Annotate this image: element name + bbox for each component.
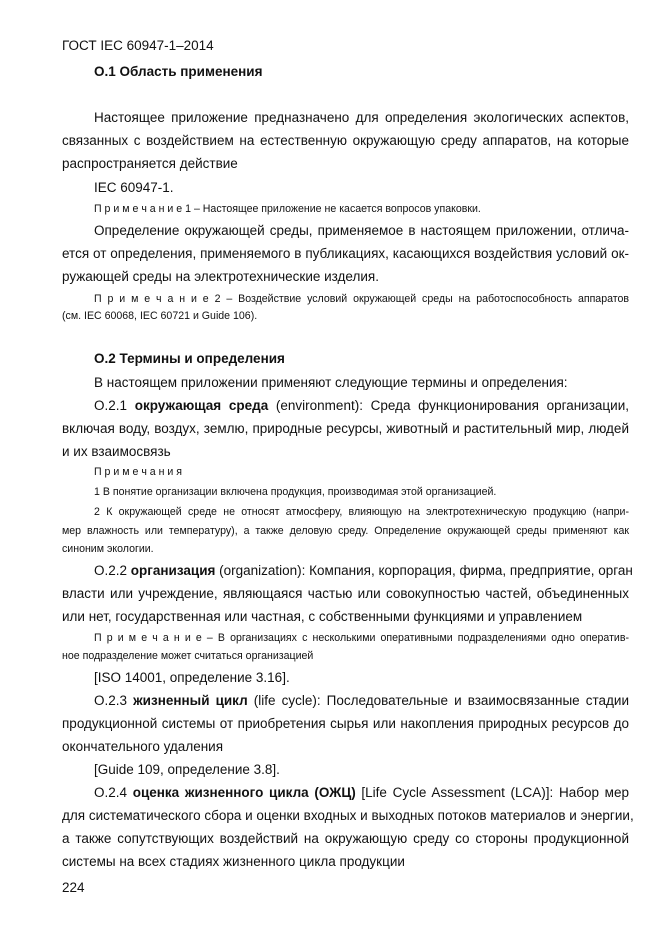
paragraph-line: а также сопутствующих воздействий на окружающую среду со стороны продукционной (62, 831, 629, 846)
paragraph-line: ется от определения, применяемого в публикациях, касающихся воздействия условий ок- (62, 246, 629, 261)
term-definition: (life cycle): Последовательные и взаимосвязанные стадии (247, 693, 629, 708)
note-line: 2 К окружающей среде не относят атмосферу, влияющую на электротехническую продукцию (напри- (94, 506, 629, 518)
intro-text: В настоящем приложении применяют следующие термины и определения: (94, 375, 568, 390)
term-o22 (94, 563, 633, 578)
paragraph-line: включая воду, воздух, землю, природные ресурсы, животный и растительный мир, людей (62, 421, 629, 436)
note-3-line: П р и м е ч а н и е – В организациях с несколькими оперативными подразделениями одно оператив- (94, 632, 629, 644)
note-1 (94, 203, 481, 215)
paragraph-line: системы на всех стадиях жизненного цикла продукции (62, 854, 405, 869)
reference: [ISO 14001, определение 3.16]. (94, 670, 290, 685)
term-number: О.2.1 (94, 398, 135, 413)
paragraph-line: ружающей среды на электротехнические изделия. (62, 269, 379, 284)
note-line: 1 В понятие организации включена продукция, производимая этой организацией. (94, 486, 497, 498)
note-label: П р и м е ч а н и е 1 (94, 203, 191, 215)
paragraph-line: IEC 60947-1. (94, 180, 174, 195)
paragraph-line: для систематического сбора и оценки входных и выходных потоков материалов и энергии, (62, 808, 634, 823)
note-line: синоним экологии. (62, 543, 154, 555)
notes-label: П р и м е ч а н и я (94, 466, 183, 478)
term-name: окружающая среда (134, 398, 269, 413)
paragraph-line: или нет, государственная или частная, с собственными функциями и управлением (62, 609, 583, 624)
paragraph-line: Определение окружающей среды, применяемое в настоящем приложении, отлича- (94, 223, 629, 238)
term-definition: (organization): Компания, корпорация, фирма, предприятие, орган (215, 563, 633, 578)
term-number: О.2.2 (94, 563, 131, 578)
paragraph-line: Настоящее приложение предназначено для определения экологических аспектов, (94, 110, 629, 125)
term-definition: (environment): Среда функционирования организации, (268, 398, 629, 413)
term-definition: [Life Cycle Assessment (LCA)]: Набор мер (355, 785, 629, 800)
term-o24 (94, 785, 629, 800)
term-number: О.2.4 (94, 785, 133, 800)
document-header: ГОСТ IEC 60947-1–2014 (62, 38, 214, 53)
paragraph-line: связанных с воздействием на естественную окружающую среду аппаратов, на которые (62, 133, 629, 148)
term-number: О.2.3 (94, 693, 134, 708)
paragraph-line: распространяется действие (62, 156, 238, 171)
paragraph-line: и их взаимосвязь (62, 444, 171, 459)
note-text: – Настоящее приложение не касается вопросов упаковки. (191, 203, 481, 215)
section-title-o1: О.1 Область применения (94, 64, 263, 79)
paragraph-line: власти или учреждение, являющаяся частью или совокупностью частей, объединенных (62, 586, 629, 601)
paragraph-line: окончательного удаления (62, 739, 224, 754)
term-name: жизненный цикл (133, 693, 248, 708)
term-name: оценка жизненного цикла (ОЖЦ) (132, 785, 356, 800)
note-2-line: (см. IEC 60068, IEC 60721 и Guide 106). (62, 310, 258, 322)
reference: [Guide 109, определение 3.8]. (94, 762, 280, 777)
paragraph-line: продукционной системы от приобретения сырья или накопления природных ресурсов до (62, 716, 629, 731)
note-line: мер влажность или температуру), а также деловую среду. Определение окружающей среды применяют как (62, 525, 629, 537)
page-number: 224 (62, 880, 85, 895)
term-o21 (94, 398, 629, 413)
term-o23 (94, 693, 629, 708)
note-3-line: ное подразделение может считаться организацией (62, 650, 314, 662)
section-title-o2: О.2 Термины и определения (94, 351, 285, 366)
term-name: организация (130, 563, 216, 578)
note-2-line: П р и м е ч а н и е 2 – Воздействие условий окружающей среды на работоспособность аппаратов (94, 293, 629, 305)
